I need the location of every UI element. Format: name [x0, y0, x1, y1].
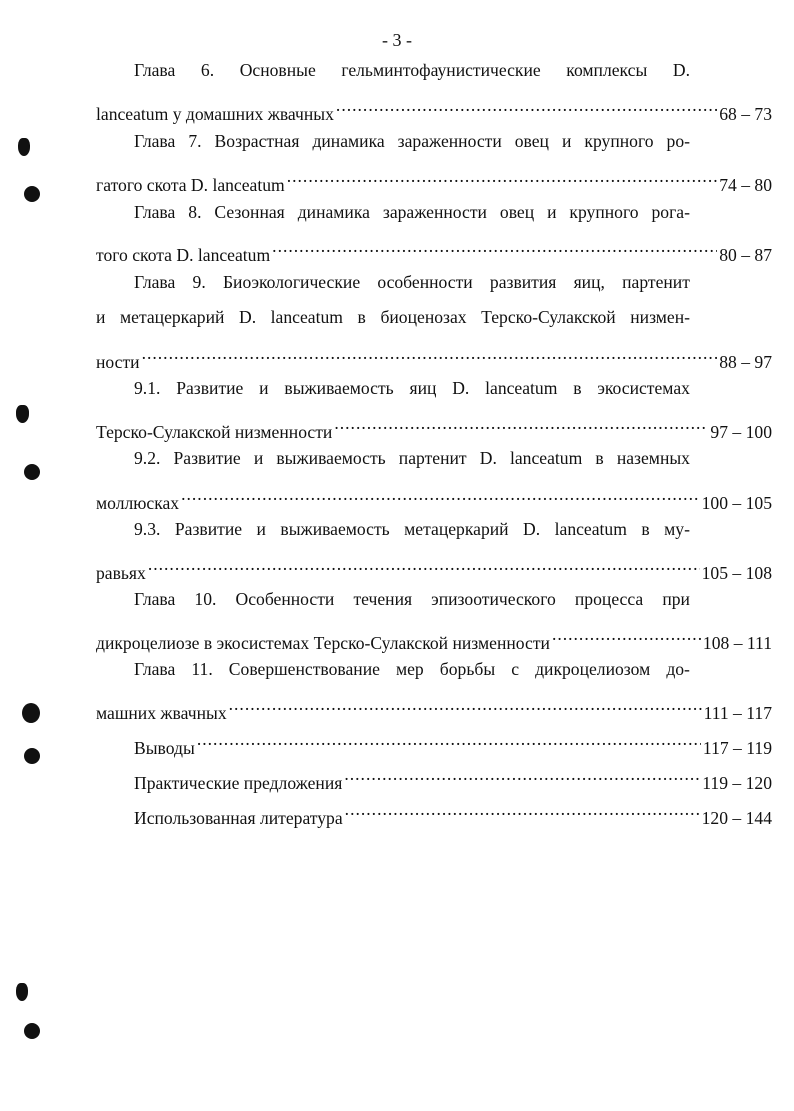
page-range: 111 – 117	[703, 703, 772, 723]
toc-entry-line: Глава 8. Сезонная динамика зараженности овец и крупного рога-	[134, 202, 690, 222]
toc-entry-references: Использованная литература ..... 120 – 144	[96, 794, 772, 824]
page-range: 117 – 119	[702, 738, 772, 758]
page-range: 97 – 100	[710, 422, 772, 442]
toc-entry-leader-line: машних жвачных ..... 111 – 117	[96, 689, 772, 719]
toc-entry-leader-line: Терско-Сулакской низменности ..... 97 – 100	[96, 408, 772, 438]
toc-entry-leader-line: ности ..... 88 – 97	[96, 338, 772, 368]
toc-entry-line: 9.3. Развитие и выживаемость метацеркарий D. lanceatum в му-	[134, 519, 690, 539]
toc-entry-line: Глава 11. Совершенствование мер борьбы с дикроцелиозом до-	[134, 659, 690, 679]
toc-entry-line: Глава 9. Биоэкологические особенности развития яиц, партенит	[134, 272, 690, 292]
toc-entry-conclusions: Выводы ..... 117 – 119	[96, 724, 772, 754]
toc-entry-leader-line: lanceatum у домашних жвачных ..... 68 – 73	[96, 90, 772, 120]
page-range: 119 – 120	[702, 773, 772, 793]
toc-entry-leader-line: моллюсках ..... 100 – 105	[96, 479, 772, 509]
punch-hole	[24, 1023, 40, 1039]
punch-hole	[24, 748, 40, 764]
binder-mark	[22, 703, 40, 723]
toc-entry-leader-line: гатого скота D. lanceatum ..... 74 – 80	[96, 161, 772, 191]
toc-entry-line: Глава 6. Основные гельминтофаунистические комплексы D.	[134, 60, 690, 80]
toc-entry-leader-line: того скота D. lanceatum ..... 80 – 87	[96, 231, 772, 261]
toc-entry-line: 9.2. Развитие и выживаемость партенит D. lanceatum в наземных	[134, 448, 690, 468]
page-range: 120 – 144	[701, 808, 772, 828]
toc-entry-line: Глава 10. Особенности течения эпизоотического процесса при	[134, 589, 690, 609]
toc-entry-line: 9.1. Развитие и выживаемость яиц D. lanceatum в экосистемах	[134, 378, 690, 398]
punch-hole	[24, 464, 40, 480]
toc-entry-line: и метацеркарий D. lanceatum в биоценозах Терско-Сулакской низмен-	[96, 307, 690, 327]
binder-mark	[18, 138, 30, 156]
punch-hole	[24, 186, 40, 202]
binder-mark	[16, 983, 28, 1001]
page-range: 88 – 97	[719, 352, 772, 372]
page-range: 74 – 80	[719, 175, 772, 195]
page-range: 108 – 111	[702, 633, 772, 653]
page-range: 100 – 105	[701, 493, 772, 513]
toc-entry-leader-line: равьях ..... 105 – 108	[96, 549, 772, 579]
binder-mark	[16, 405, 29, 423]
page-number: - 3 -	[382, 30, 412, 50]
toc-entry-recommendations: Практические предложения ..... 119 – 120	[96, 759, 772, 789]
toc-entry-leader-line: дикроцелиозе в экосистемах Терско-Сулакской низменности ..... 108 – 111	[96, 619, 772, 649]
page-range: 80 – 87	[719, 245, 772, 265]
toc-entry-line: Глава 7. Возрастная динамика зараженности овец и крупного ро-	[134, 131, 690, 151]
page-range: 105 – 108	[701, 563, 772, 583]
page-range: 68 – 73	[719, 104, 772, 124]
